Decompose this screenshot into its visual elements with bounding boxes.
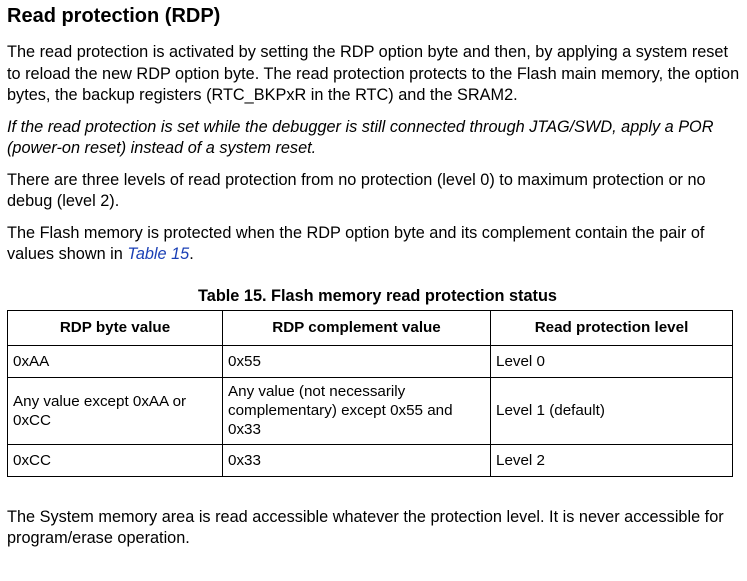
table-15-link[interactable]: Table 15 [127, 245, 190, 263]
table-row [8, 345, 733, 377]
table-cell: 0xCC [8, 444, 223, 476]
document-page [7, 0, 740, 550]
table-caption: Table 15. Flash memory read protection status [198, 286, 557, 305]
paragraph-system-memory: The System memory area is read accessible whatever the protection level. It is never accessible for program/erase operation. [7, 507, 724, 547]
header-read-protection-level: Read protection level [491, 310, 733, 345]
paragraph-text: The Flash memory is protected when the RDP option byte and its complement contain the pair of values shown in [7, 223, 705, 263]
table-row [8, 444, 733, 476]
table-cell: Level 1 (default) [491, 377, 733, 444]
table-cell: 0x33 [223, 444, 491, 476]
table-cell: Level 0 [491, 345, 733, 377]
paragraph-flash-protected [7, 223, 740, 266]
paragraph-debugger-note: If the read protection is set while the debugger is still connected through JTAG/SWD, apply a POR (power-on reset) instead of a system reset. [7, 117, 714, 157]
table-header-row [8, 310, 733, 345]
table-cell: 0x55 [223, 345, 491, 377]
paragraph-text-end: . [189, 245, 194, 263]
paragraph-rdp-activation: The read protection is activated by setting the RDP option byte and then, by applying a system reset to reload the new RDP option byte. The read protection protects to the Flash main memory, the option bytes, the backup registers (RTC_BKPxR in the RTC) and the SRAM2. [7, 43, 740, 104]
read-protection-table [7, 310, 733, 477]
header-rdp-complement-value: RDP complement value [223, 310, 491, 345]
table-cell: Any value (not necessarily complementary) except 0x55 and 0x33 [223, 377, 491, 444]
table-cell: 0xAA [8, 345, 223, 377]
paragraph-protection-levels: There are three levels of read protection from no protection (level 0) to maximum protection or no debug (level 2). [7, 170, 706, 210]
table-row [8, 377, 733, 444]
section-title: Read protection (RDP) [7, 5, 221, 27]
table-cell: Level 2 [491, 444, 733, 476]
table-cell: Any value except 0xAA or 0xCC [8, 377, 223, 444]
header-rdp-byte-value: RDP byte value [8, 310, 223, 345]
